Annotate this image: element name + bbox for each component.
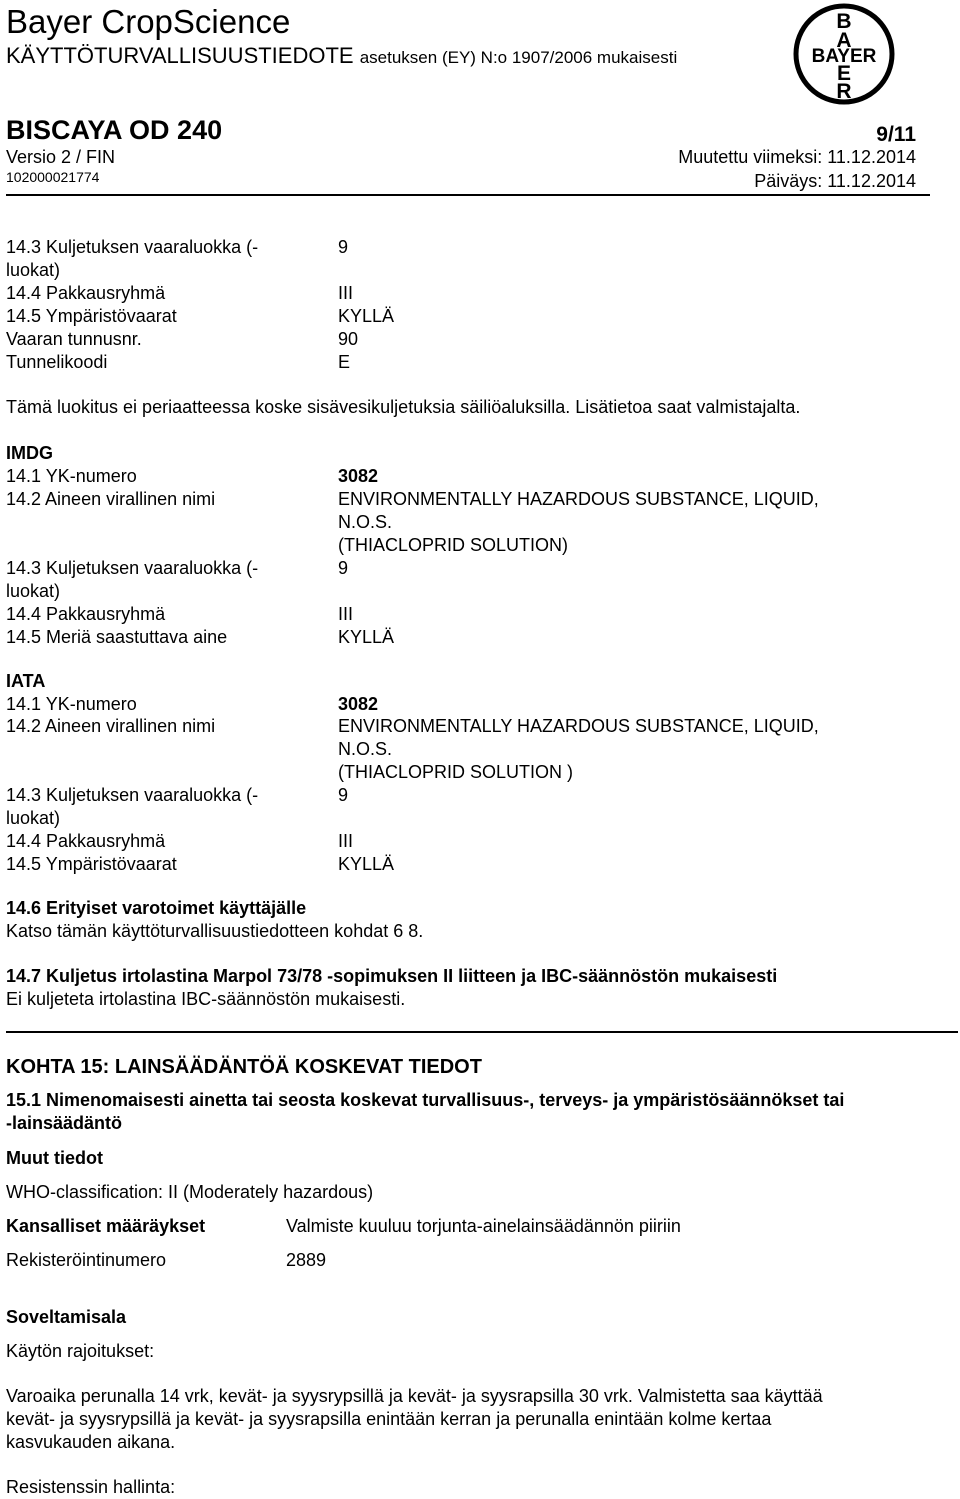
imdg-class-label: 14.3 Kuljetuksen vaaraluokka (- xyxy=(6,558,259,578)
iata-class-label: 14.3 Kuljetuksen vaaraluokka (- xyxy=(6,785,259,805)
iata-env-label: 14.5 Ympäristövaarat xyxy=(6,854,177,874)
logo-letter-a: A xyxy=(836,29,852,52)
imdg-name-line-1: ENVIRONMENTALLY HAZARDOUS SUBSTANCE, LIQUID, xyxy=(338,489,819,509)
logo-letter-top: B xyxy=(836,10,852,33)
page-number: 9/11 xyxy=(876,123,916,146)
logo-word-bayer: BAYER xyxy=(811,46,877,67)
section-14-6-text: Katso tämän käyttöturvallisuustiedotteen kohdat 6 8. xyxy=(6,921,424,941)
iata-un-label: 14.1 YK-numero xyxy=(6,694,137,714)
document-title: KÄYTTÖTURVALLISUUSTIEDOTE xyxy=(6,43,354,68)
withdrawal-period-line-3: kasvukauden aikana. xyxy=(6,1432,176,1452)
adn-note: Tämä luokitus ei periaatteessa koske sisävesikuljetuksia säiliöaluksilla. Lisätietoa saat valmistajalta. xyxy=(6,397,801,417)
other-info-heading: Muut tiedot xyxy=(6,1148,103,1168)
adn-env-label: 14.5 Ympäristövaarat xyxy=(6,306,177,326)
imdg-name-line-3: (THIACLOPRID SOLUTION) xyxy=(338,535,569,555)
adn-env-value: KYLLÄ xyxy=(338,306,395,326)
iata-name-label: 14.2 Aineen virallinen nimi xyxy=(6,716,216,736)
scope-heading: Soveltamisala xyxy=(6,1307,127,1327)
imdg-packing-group-label: 14.4 Pakkausryhmä xyxy=(6,604,166,624)
imdg-class-value: 9 xyxy=(338,558,349,578)
iata-class-label-cont: luokat) xyxy=(6,808,61,828)
iata-heading: IATA xyxy=(6,671,46,691)
adn-hazard-number-value: 90 xyxy=(338,329,359,349)
national-regulations-label: Kansalliset määräykset xyxy=(6,1216,206,1236)
iata-name-line-3: (THIACLOPRID SOLUTION ) xyxy=(338,762,574,782)
registration-number-label: Rekisteröintinumero xyxy=(6,1250,167,1270)
section-15-title: KOHTA 15: LAINSÄÄDÄNTÖÄ KOSKEVAT TIEDOT xyxy=(6,1056,482,1078)
section-divider xyxy=(6,1031,958,1033)
imdg-un-value: 3082 xyxy=(338,466,379,486)
document-version: Versio 2 / FIN xyxy=(6,147,116,167)
product-name: BISCAYA OD 240 xyxy=(6,115,223,145)
company-name: Bayer CropScience xyxy=(6,3,291,40)
bayer-cross-logo xyxy=(792,2,896,106)
section-15-1-title-line-1: 15.1 Nimenomaisesti ainetta tai seosta koskevat turvallisuus-, terveys- ja ympäristösäännökset tai xyxy=(6,1090,845,1110)
imdg-packing-group-value: III xyxy=(338,604,354,624)
adn-hazard-number-label: Vaaran tunnusnr. xyxy=(6,329,142,349)
imdg-marine-pollutant-value: KYLLÄ xyxy=(338,627,395,647)
logo-letter-e: E xyxy=(836,62,852,85)
adn-class-label-cont: luokat) xyxy=(6,260,61,280)
section-14-7-text: Ei kuljeteta irtolastina IBC-säännöstön mukaisesti. xyxy=(6,989,406,1009)
issue-date: Päiväys: 11.12.2014 xyxy=(754,171,916,191)
usage-restrictions-label: Käytön rajoitukset: xyxy=(6,1341,155,1361)
iata-env-value: KYLLÄ xyxy=(338,854,395,874)
iata-packing-group-label: 14.4 Pakkausryhmä xyxy=(6,831,166,851)
section-15-1-title-line-2: -lainsäädäntö xyxy=(6,1113,123,1133)
imdg-class-label-cont: luokat) xyxy=(6,581,61,601)
withdrawal-period-line-1: Varoaika perunalla 14 vrk, kevät- ja syysrypsillä ja kevät- ja syysrapsilla 30 vrk. Valmistetta saa käyttää xyxy=(6,1386,823,1406)
imdg-heading: IMDG xyxy=(6,443,53,463)
resistance-management-label: Resistenssin hallinta: xyxy=(6,1477,176,1497)
iata-class-value: 9 xyxy=(338,785,349,805)
document-title-line xyxy=(6,42,677,72)
registration-number-value: 2889 xyxy=(286,1250,327,1270)
iata-un-value: 3082 xyxy=(338,694,379,714)
regulation-reference: asetuksen (EY) N:o 1907/2006 mukaisesti xyxy=(359,48,678,67)
adn-packing-group-label: 14.4 Pakkausryhmä xyxy=(6,283,166,303)
imdg-marine-pollutant-label: 14.5 Meriä saastuttava aine xyxy=(6,627,228,647)
iata-packing-group-value: III xyxy=(338,831,354,851)
adn-tunnel-code-label: Tunnelikoodi xyxy=(6,352,108,372)
iata-name-line-2: N.O.S. xyxy=(338,739,393,759)
adn-class-value: 9 xyxy=(338,237,349,257)
section-14-7-title: 14.7 Kuljetus irtolastina Marpol 73/78 -sopimuksen II liitteen ja IBC-säännöstön mukaisesti xyxy=(6,966,778,986)
logo-letter-r: R xyxy=(836,80,852,103)
imdg-name-label: 14.2 Aineen virallinen nimi xyxy=(6,489,216,509)
imdg-name-line-2: N.O.S. xyxy=(338,512,393,532)
iata-name-line-1: ENVIRONMENTALLY HAZARDOUS SUBSTANCE, LIQUID, xyxy=(338,716,819,736)
national-regulations-value: Valmiste kuuluu torjunta-ainelainsäädännön piiriin xyxy=(286,1216,681,1236)
product-code: 102000021774 xyxy=(6,169,100,185)
header-divider xyxy=(6,194,930,196)
adn-class-label: 14.3 Kuljetuksen vaaraluokka (- xyxy=(6,237,259,257)
withdrawal-period-line-2: kevät- ja syysrypsillä ja kevät- ja syysrapsilla enintään kerran ja perunalla enintään kolme kertaa xyxy=(6,1409,772,1429)
imdg-un-label: 14.1 YK-numero xyxy=(6,466,137,486)
revision-date: Muutettu viimeksi: 11.12.2014 xyxy=(678,147,916,167)
adn-tunnel-code-value: E xyxy=(338,352,351,372)
who-classification: WHO-classification: II (Moderately hazardous) xyxy=(6,1182,374,1202)
adn-packing-group-value: III xyxy=(338,283,354,303)
section-14-6-title: 14.6 Erityiset varotoimet käyttäjälle xyxy=(6,898,307,918)
